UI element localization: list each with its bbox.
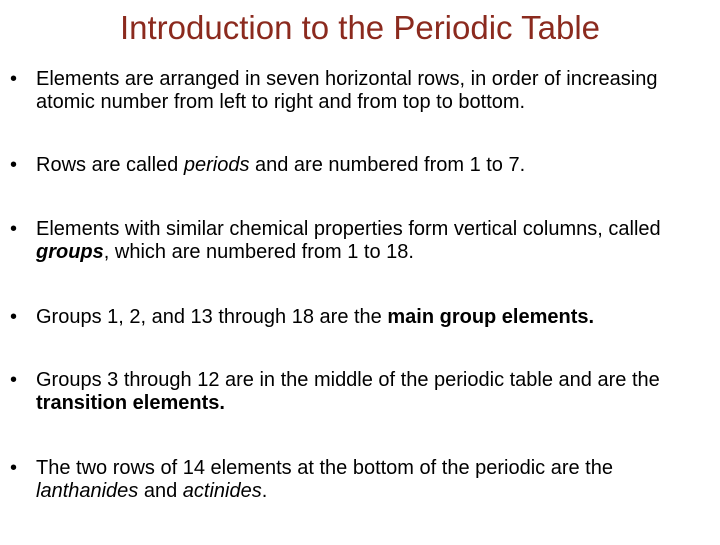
bullet-text: Groups 3 through 12 are in the middle of the periodic table and are the	[36, 369, 660, 391]
term-groups: groups	[36, 241, 104, 263]
term-main-group-elements: main group elements.	[387, 306, 595, 328]
bullet-item-transition	[10, 369, 710, 415]
bullet-text: Elements are arranged in seven horizontal rows, in order of increasing atomic number from left to right and from top to bottom.	[36, 68, 658, 113]
bullet-item-periods	[10, 154, 710, 177]
bullet-dot-icon: •	[10, 154, 18, 176]
bullet-text: , which are numbered from 1 to 18.	[103, 241, 414, 263]
bullet-item-main-group	[10, 306, 710, 329]
term-lanthanides: lanthanides	[36, 480, 139, 502]
bullet-dot-icon: •	[10, 457, 18, 479]
slide-title: Introduction to the Periodic Table	[119, 9, 601, 46]
bullet-text: Groups 1, 2, and 13 through 18 are the	[36, 306, 388, 328]
bullet-item-groups	[10, 218, 710, 264]
bullet-text: Rows are called	[36, 154, 184, 176]
bullet-text: and are numbered from 1 to 7.	[249, 154, 526, 176]
bullet-list	[10, 68, 710, 545]
term-transition-elements: transition elements.	[36, 392, 225, 414]
bullet-dot-icon: •	[10, 306, 18, 328]
bullet-item-rows-arrangement	[10, 68, 710, 114]
bullet-text: .	[261, 480, 268, 502]
term-actinides: actinides	[182, 480, 262, 502]
bullet-dot-icon: •	[10, 218, 18, 240]
bullet-dot-icon: •	[10, 68, 18, 90]
bullet-text: and	[138, 480, 183, 502]
bullet-text: The two rows of 14 elements at the bottom of the periodic are the	[36, 457, 613, 479]
term-periods: periods	[183, 154, 250, 176]
bullet-item-lanthanides-actinides	[10, 457, 710, 503]
bullet-dot-icon: •	[10, 369, 18, 391]
bullet-text: Elements with similar chemical properties form vertical columns, called	[36, 218, 661, 240]
